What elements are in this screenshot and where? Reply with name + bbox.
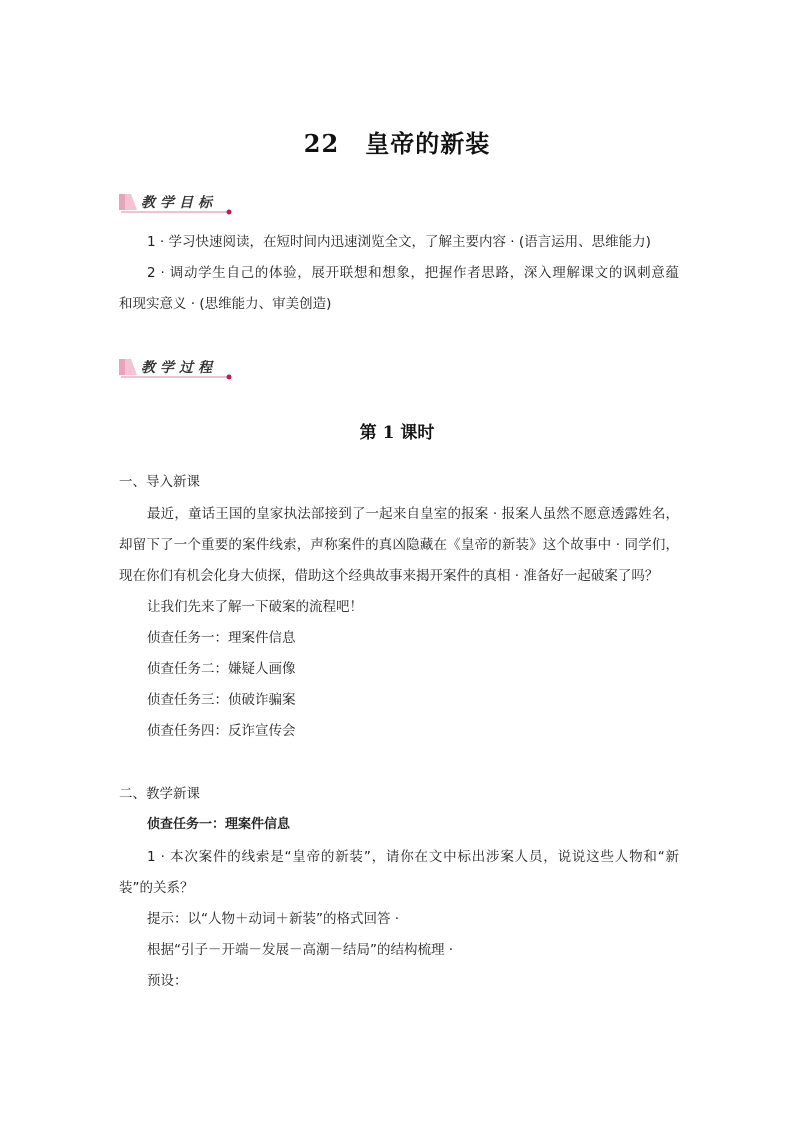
objectives-banner xyxy=(117,190,237,218)
lesson-number: 22 xyxy=(303,129,340,158)
objective-2-line2: 和现实意义 · (思维能力、审美创造) xyxy=(119,296,332,312)
hint-text: 提示：以“人物＋动词＋新装”的格式回答 · xyxy=(147,911,400,927)
question1-line1: 1 · 本次案件的线索是“皇帝的新装”，请你在文中标出涉案人员，说说这些人物和“新 xyxy=(147,849,679,865)
intro-line1: 最近，童话王国的皇家执法部接到了一起来自皇室的报案 · 报案人虽然不愿意透露姓名， xyxy=(147,506,679,522)
question1-line2: 装”的关系？ xyxy=(119,880,194,896)
task-item: 侦查任务四：反诈宣传会 xyxy=(147,723,296,739)
preset-label: 预设： xyxy=(147,973,188,989)
lesson-title: 皇帝的新装 xyxy=(365,129,491,158)
intro-line3: 现在你们有机会化身大侦探，借助这个经典故事来揭开案件的真相 · 准备好一起破案了吗？ xyxy=(119,568,659,584)
task-item: 侦查任务三：侦破诈骗案 xyxy=(147,692,296,708)
process-label: 教学过程 xyxy=(141,360,217,376)
part1-heading: 一、导入新课 xyxy=(119,474,200,490)
page-title xyxy=(0,124,794,159)
objective-2-line1: 2 · 调动学生自己的体验，展开联想和想象，把握作者思路，深入理解课文的讽刺意蕴 xyxy=(147,265,679,281)
objectives-label: 教学目标 xyxy=(141,195,217,211)
task1-heading: 侦查任务一：理案件信息 xyxy=(147,817,291,832)
intro-line2: 却留下了一个重要的案件线索，声称案件的真凶隐藏在《皇帝的新装》这个故事中 · 同学们， xyxy=(119,537,679,553)
structure-text: 根据“引子－开端－发展－高潮－结局”的结构梳理 · xyxy=(147,942,454,958)
task-item: 侦查任务二：嫌疑人画像 xyxy=(147,661,296,677)
intro-lead: 让我们先来了解一下破案的流程吧！ xyxy=(147,599,363,615)
task-item: 侦查任务一：理案件信息 xyxy=(147,630,296,646)
process-banner xyxy=(117,355,237,383)
part2-heading: 二、教学新课 xyxy=(119,786,200,802)
objective-1: 1 · 学习快速阅读，在短时间内迅速浏览全文，了解主要内容 · (语言运用、思维能力) xyxy=(147,234,651,250)
lesson-heading: 第 1 课时 xyxy=(359,423,435,443)
